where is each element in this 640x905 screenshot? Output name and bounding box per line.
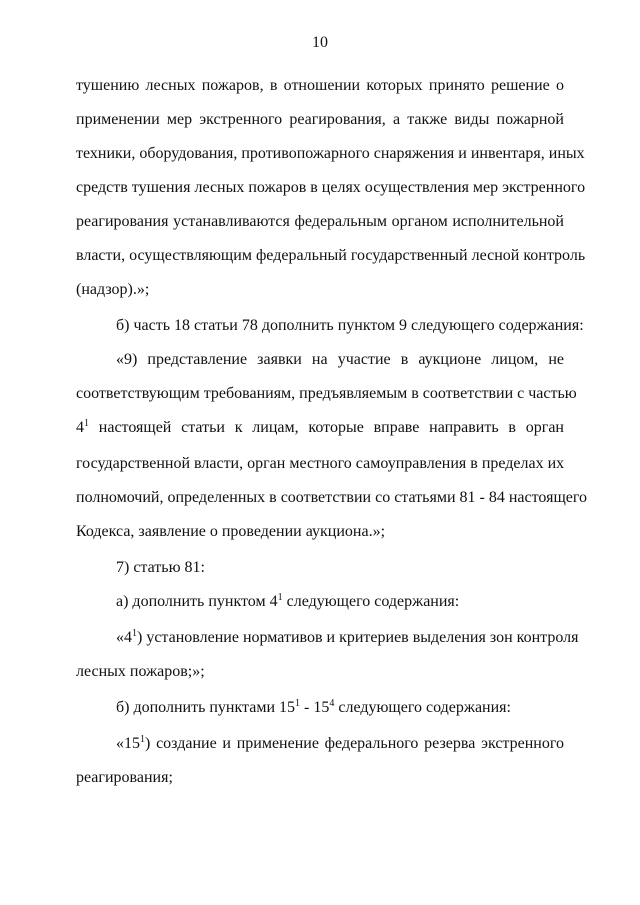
text-fragment: ) установление нормативов и критериев выделения зон контроля bbox=[137, 629, 579, 646]
superscript: 1 bbox=[140, 734, 145, 745]
text-line: государственной власти, орган местного самоуправления в пределах их bbox=[76, 455, 565, 472]
text-line: тушению лесных пожаров, в отношении которых принято решение о bbox=[76, 77, 564, 94]
superscript: 1 bbox=[84, 418, 89, 429]
text-fragment: «4 bbox=[116, 629, 132, 646]
paragraph-first-line bbox=[116, 734, 564, 754]
superscript: 1 bbox=[132, 628, 137, 639]
text-line: Кодекса, заявление о проведении аукциона.»; bbox=[76, 523, 386, 540]
text-line bbox=[76, 418, 564, 438]
text-fragment: - 15 bbox=[300, 699, 330, 716]
paragraph-first-line: б) часть 18 статьи 78 дополнить пунктом 9 следующего содержания: bbox=[116, 317, 584, 334]
text-fragment: следующего содержания: bbox=[282, 593, 460, 610]
text-line: лесных пожаров;»; bbox=[76, 663, 205, 680]
text-line: соответствующим требованиям, предъявляемым в соответствии с частью bbox=[76, 385, 577, 402]
text-line: применении мер экстренного реагирования, а также виды пожарной bbox=[76, 111, 564, 128]
text-line: техники, оборудования, противопожарного снаряжения и инвентаря, иных bbox=[76, 145, 585, 162]
text-fragment: следующего содержания: bbox=[334, 699, 511, 716]
text-fragment: ) создание и применение федерального резерва экстренного bbox=[145, 735, 564, 752]
text-line: власти, осуществляющим федеральный государственный лесной контроль bbox=[76, 247, 586, 264]
paragraph-first-line bbox=[116, 592, 564, 612]
page-number: 10 bbox=[312, 34, 328, 51]
text-line: реагирования; bbox=[76, 769, 173, 786]
text-line: средств тушения лесных пожаров в целях осуществления мер экстренного bbox=[76, 179, 586, 196]
text-line: реагирования устанавливаются федеральным органом исполнительной bbox=[76, 213, 564, 230]
superscript: 1 bbox=[277, 592, 283, 603]
superscript: 4 bbox=[329, 698, 335, 709]
text-fragment: 4 bbox=[76, 419, 84, 436]
text-fragment: а) дополнить пунктом 4 bbox=[116, 593, 278, 610]
paragraph-first-line: «9) представление заявки на участие в аукционе лицом, не bbox=[116, 351, 564, 368]
text-line: полномочий, определенных в соответствии со статьями 81 - 84 настоящего bbox=[76, 489, 588, 506]
paragraph-first-line: 7) статью 81: bbox=[116, 559, 205, 576]
superscript: 1 bbox=[295, 698, 301, 709]
text-fragment: «15 bbox=[116, 735, 140, 752]
text-line: (надзор).»; bbox=[76, 281, 150, 298]
paragraph-first-line bbox=[116, 628, 579, 648]
text-fragment: б) дополнить пунктами 15 bbox=[116, 699, 296, 716]
text-fragment: настоящей статьи к лицам, которые вправе направить в орган bbox=[89, 419, 564, 436]
paragraph-first-line bbox=[116, 698, 564, 718]
